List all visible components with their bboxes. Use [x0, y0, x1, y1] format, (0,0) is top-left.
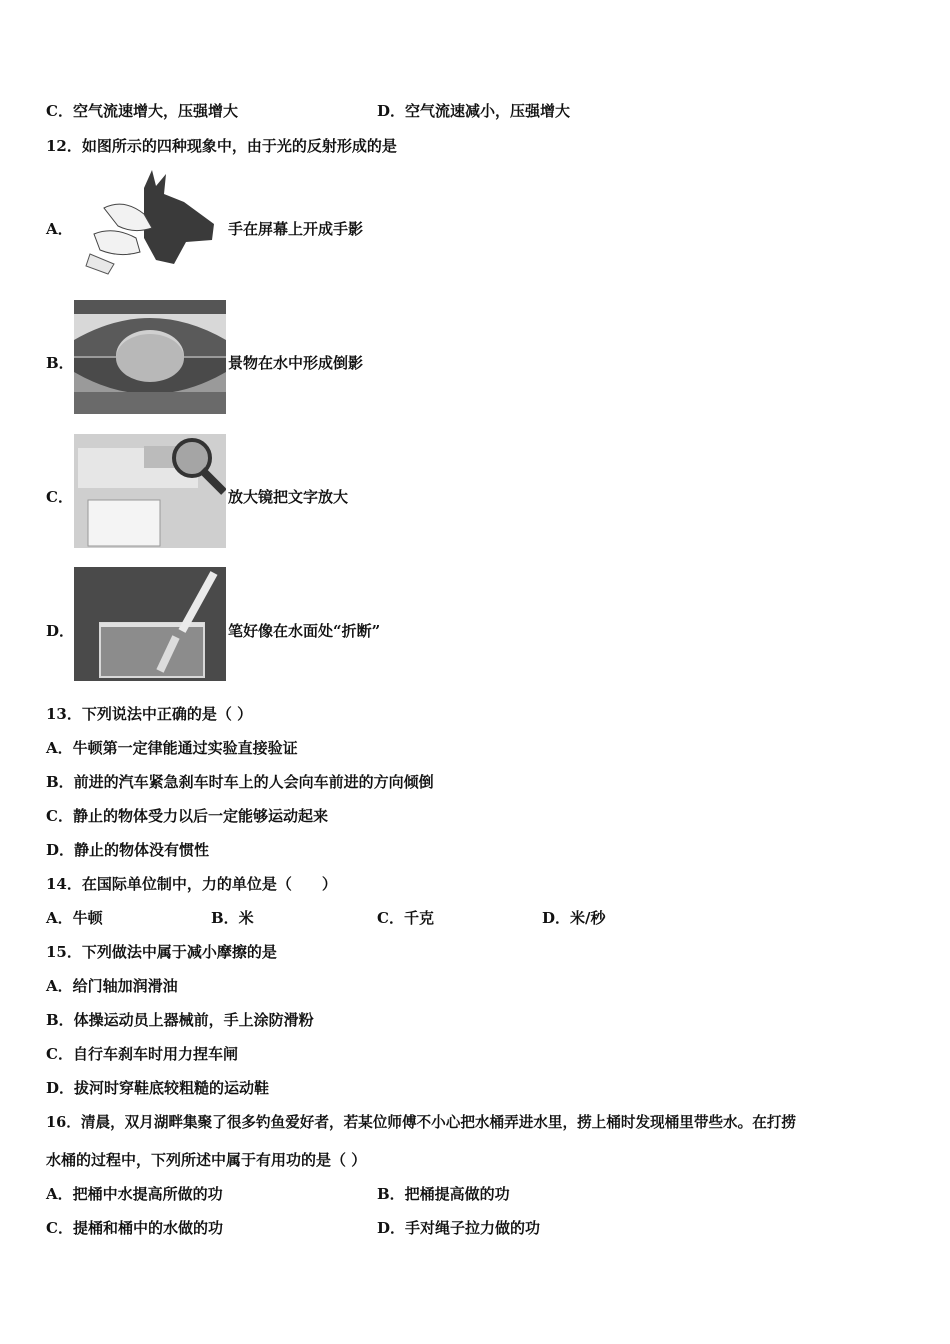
q12-option-a-label: A． [46, 220, 73, 238]
q14-option-b: B．米 [211, 909, 254, 927]
q14-option-a: A．牛顿 [46, 909, 103, 927]
q16-stem-line1: 16．清晨，双月湖畔集聚了很多钓鱼爱好者，若某位师傅不小心把水桶弄进水里，捞上桶时发现桶里带些水。在打捞 [46, 1114, 797, 1131]
q14-option-d: D．米/秒 [542, 909, 606, 927]
q11-option-c: C．空气流速增大，压强增大 [46, 102, 238, 120]
q16-option-a: A．把桶中水提高所做的功 [46, 1185, 223, 1203]
q15-option-a: A．给门轴加润滑油 [46, 977, 178, 995]
q15-stem: 15．下列做法中属于减小摩擦的是 [46, 943, 277, 961]
q15-option-d: D．拔河时穿鞋底较粗糙的运动鞋 [46, 1079, 270, 1097]
q15-option-c: C．自行车刹车时用力捏车闸 [46, 1045, 238, 1063]
q16-option-b: B．把桶提高做的功 [377, 1185, 510, 1203]
q13-option-c: C．静止的物体受力以后一定能够运动起来 [46, 807, 328, 825]
q12-option-b-caption: 景物在水中形成倒影 [228, 354, 364, 372]
q13-stem: 13．下列说法中正确的是（ ） [46, 705, 253, 723]
bridge-reflection-image [74, 300, 226, 414]
hand-shadow-image [74, 168, 226, 280]
q13-option-d: D．静止的物体没有惯性 [46, 841, 210, 859]
q12-option-d-caption: 笔好像在水面处“折断” [228, 622, 381, 640]
magnifier-image [74, 434, 226, 548]
q12-stem: 12．如图所示的四种现象中，由于光的反射形成的是 [46, 137, 397, 155]
q13-option-b: B．前进的汽车紧急刹车时车上的人会向车前进的方向倾倒 [46, 773, 434, 791]
q14-option-c: C．千克 [377, 909, 434, 927]
q12-option-c-caption: 放大镜把文字放大 [228, 488, 349, 506]
q15-option-b: B．体操运动员上器械前，手上涂防滑粉 [46, 1011, 314, 1029]
q16-option-c: C．提桶和桶中的水做的功 [46, 1219, 223, 1237]
q16-stem-line2: 水桶的过程中，下列所述中属于有用功的是（ ） [46, 1151, 367, 1169]
q13-option-a: A．牛顿第一定律能通过实验直接验证 [46, 739, 298, 757]
q12-option-b-label: B． [46, 354, 74, 372]
pencil-water-image [74, 567, 226, 681]
q16-option-d: D．手对绳子拉力做的功 [377, 1219, 541, 1237]
q12-option-a-caption: 手在屏幕上开成手影 [228, 220, 364, 238]
q14-stem: 14．在国际单位制中，力的单位是（ ） [46, 875, 337, 893]
q11-option-d: D．空气流速减小，压强增大 [377, 102, 571, 120]
q12-option-c-label: C． [46, 488, 73, 506]
q12-option-d-label: D． [46, 622, 75, 640]
